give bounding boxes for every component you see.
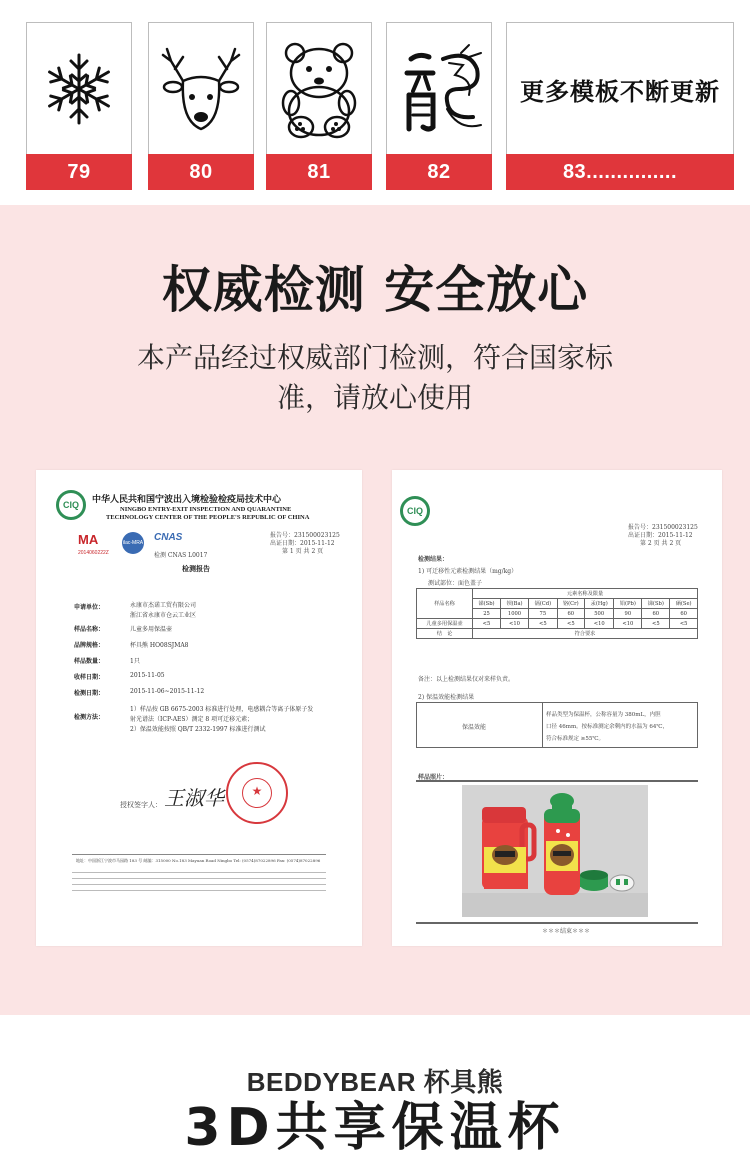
report-number: 报告号：231500023125 bbox=[628, 524, 698, 531]
cma-logo-text: MA bbox=[78, 532, 99, 547]
table-cell: 铅(Pb) bbox=[614, 599, 642, 609]
efficiency-label: 保温效能 bbox=[462, 724, 487, 731]
report-value: 1）样品按 GB 6675-2003 标准进行处理，电感耦合等离子体原子发 bbox=[130, 706, 314, 713]
section-headline: 权威检测 安全放心 bbox=[161, 261, 589, 319]
inspection-report-page-1[interactable] bbox=[36, 470, 362, 946]
photo-label: 样品照片： bbox=[418, 774, 449, 781]
report-page: 第 1 页 共 2 页 bbox=[282, 548, 324, 555]
table-cell: 汞(Hg) bbox=[584, 599, 613, 609]
report-value: 儿童多用保温壶 bbox=[130, 626, 173, 633]
reindeer-icon bbox=[153, 41, 249, 137]
report-value: 2015-11-05 bbox=[130, 672, 165, 679]
brand-name: BEDDYBEAR 杯具熊 bbox=[246, 1067, 504, 1097]
report-end: ＊＊＊结束＊＊＊ bbox=[542, 928, 591, 935]
ciq-logo: CIQ bbox=[56, 490, 86, 520]
table-header: 元素名称及限量 bbox=[473, 589, 698, 599]
report-value: 2015-11-06~2015-11-12 bbox=[130, 688, 205, 695]
report-label: 品牌规格： bbox=[74, 642, 105, 649]
table-cell: <5 bbox=[670, 619, 698, 629]
efficiency-text: 口径 46mm。按标准测定余剩内的水温为 64℃， bbox=[546, 724, 669, 730]
table-cell: 锑(Sb) bbox=[642, 599, 670, 609]
table-cell: 60 bbox=[670, 609, 698, 619]
results-sub-2: 2) 保温效能检测结果 bbox=[418, 694, 475, 701]
report-doc-title: 检测报告 bbox=[182, 564, 210, 573]
pattern-tile[interactable] bbox=[148, 22, 254, 190]
ciq-logo: CIQ bbox=[400, 496, 430, 526]
efficiency-text: 样品类型为保温杯，公称容量为 380mL，内胆 bbox=[546, 712, 661, 718]
table-cell: 结 论 bbox=[417, 629, 473, 639]
sample-part: 测试部位：面色盖子 bbox=[428, 580, 483, 587]
report-value: 1只 bbox=[130, 658, 140, 665]
report-label: 样品名称： bbox=[74, 626, 105, 633]
more-templates-text: 更多模板不断更新 bbox=[520, 76, 720, 106]
pattern-tile-more[interactable] bbox=[506, 22, 734, 190]
table-cell: 儿童多用保温壶 bbox=[417, 619, 473, 629]
element-results-table bbox=[416, 588, 698, 639]
report-label: 收样日期： bbox=[74, 674, 105, 681]
table-cell: 钡(Ba) bbox=[501, 599, 529, 609]
report-value: 2）保温效能按照 QB/T 2332-1997 标准进行测试 bbox=[130, 726, 266, 733]
pattern-tile[interactable] bbox=[266, 22, 372, 190]
section-subline: 本产品经过权威部门检测，符合国家标准，请放心使用 bbox=[136, 341, 613, 414]
report-number: 报告号：231500023125 bbox=[270, 532, 340, 539]
tile-number: 83............... bbox=[506, 154, 734, 190]
official-seal bbox=[226, 762, 288, 824]
table-cell: <5 bbox=[473, 619, 501, 629]
signer-label: 授权签字人： bbox=[120, 801, 162, 809]
table-cell: 90 bbox=[614, 609, 642, 619]
footer-divider bbox=[72, 854, 326, 855]
tile-number: 82 bbox=[386, 154, 492, 190]
table-cell: 硒(Se) bbox=[670, 599, 698, 609]
inspection-report-page-2[interactable] bbox=[392, 470, 722, 946]
cma-logo bbox=[78, 532, 98, 547]
report-value: 永康市杰诺工贸有限公司 bbox=[130, 602, 197, 609]
table-cell: 60 bbox=[642, 609, 670, 619]
table-cell: 60 bbox=[557, 609, 584, 619]
table-cell: 75 bbox=[529, 609, 558, 619]
cnas-logo: CNAS bbox=[154, 532, 183, 543]
cnas-number: 检测 CNAS L0017 bbox=[154, 552, 208, 559]
report-value: 射光谱法（ICP-AES）测定 8 项可迁移元素； bbox=[130, 716, 254, 723]
cma-number: 2014060222Z bbox=[78, 550, 109, 556]
brand-slogan-cut: 3D共享保温杯 bbox=[184, 1098, 566, 1158]
results-title: 检测结果： bbox=[418, 556, 449, 563]
tile-number: 79 bbox=[26, 154, 132, 190]
pattern-strip bbox=[0, 0, 750, 200]
report-value: 浙江省永康市仓云工业区 bbox=[130, 612, 197, 619]
results-note: 备注：以上检测结果仅对来样负责。 bbox=[418, 676, 515, 683]
efficiency-text: 符合标准规定 ≥55℃。 bbox=[546, 736, 605, 742]
table-cell: 500 bbox=[584, 609, 613, 619]
tile-number: 80 bbox=[148, 154, 254, 190]
ilac-logo: ilac-MRA bbox=[122, 532, 144, 554]
report-label: 申请单位： bbox=[74, 604, 105, 611]
report-org-cn: 中华人民共和国宁波出入境检验检疫局技术中心 bbox=[92, 495, 282, 505]
tile-number: 81 bbox=[266, 154, 372, 190]
table-cell: <10 bbox=[501, 619, 529, 629]
report-label: 样品数量： bbox=[74, 658, 105, 665]
table-cell: 锑(Sb) bbox=[473, 599, 501, 609]
dragon-icon bbox=[389, 39, 489, 139]
signature: 王淑华 bbox=[164, 786, 224, 810]
table-cell: <5 bbox=[557, 619, 584, 629]
report-label: 检测日期： bbox=[74, 690, 105, 697]
bear-icon bbox=[271, 39, 367, 139]
report-footer: 地址：中国浙江宁波市马园路 183 号 邮编：315000 No.183 Mayuan Road Ningbo Tel: (0574)87022896 Fax: (0574)87022896 bbox=[76, 858, 321, 863]
seal-star-icon: ★ bbox=[251, 784, 263, 798]
table-cell: 符合要求 bbox=[473, 629, 698, 639]
table-cell: <5 bbox=[642, 619, 670, 629]
table-cell: 镉(Cd) bbox=[529, 599, 558, 609]
table-cell: 1000 bbox=[501, 609, 529, 619]
report-org-en-1: NINGBO ENTRY-EXIT INSPECTION AND QUARANTINE bbox=[120, 506, 292, 513]
pattern-tile[interactable] bbox=[26, 22, 132, 190]
results-sub-1: 1) 可迁移性元素检测结果（mg/kg） bbox=[418, 568, 518, 575]
report-page: 第 2 页 共 2 页 bbox=[640, 540, 682, 547]
sample-photo bbox=[462, 785, 648, 917]
table-cell: 铬(Cr) bbox=[557, 599, 584, 609]
table-cell: <10 bbox=[614, 619, 642, 629]
report-date: 出证日期：2015-11-12 bbox=[270, 540, 335, 547]
snowflake-icon bbox=[39, 49, 119, 129]
pattern-tile[interactable] bbox=[386, 22, 492, 190]
product-bottles-icon bbox=[462, 785, 648, 917]
table-cell: <5 bbox=[529, 619, 558, 629]
report-date: 出证日期：2015-11-12 bbox=[628, 532, 693, 539]
table-cell: 25 bbox=[473, 609, 501, 619]
report-value: 杯具熊 HO08SJMA8 bbox=[130, 642, 189, 649]
report-label: 检测方法： bbox=[74, 714, 105, 721]
report-org-en-2: TECHNOLOGY CENTER OF THE PEOPLE'S REPUBLIC OF CHINA bbox=[106, 514, 310, 521]
table-cell: 样品名称 bbox=[417, 589, 473, 619]
table-cell: <10 bbox=[584, 619, 613, 629]
